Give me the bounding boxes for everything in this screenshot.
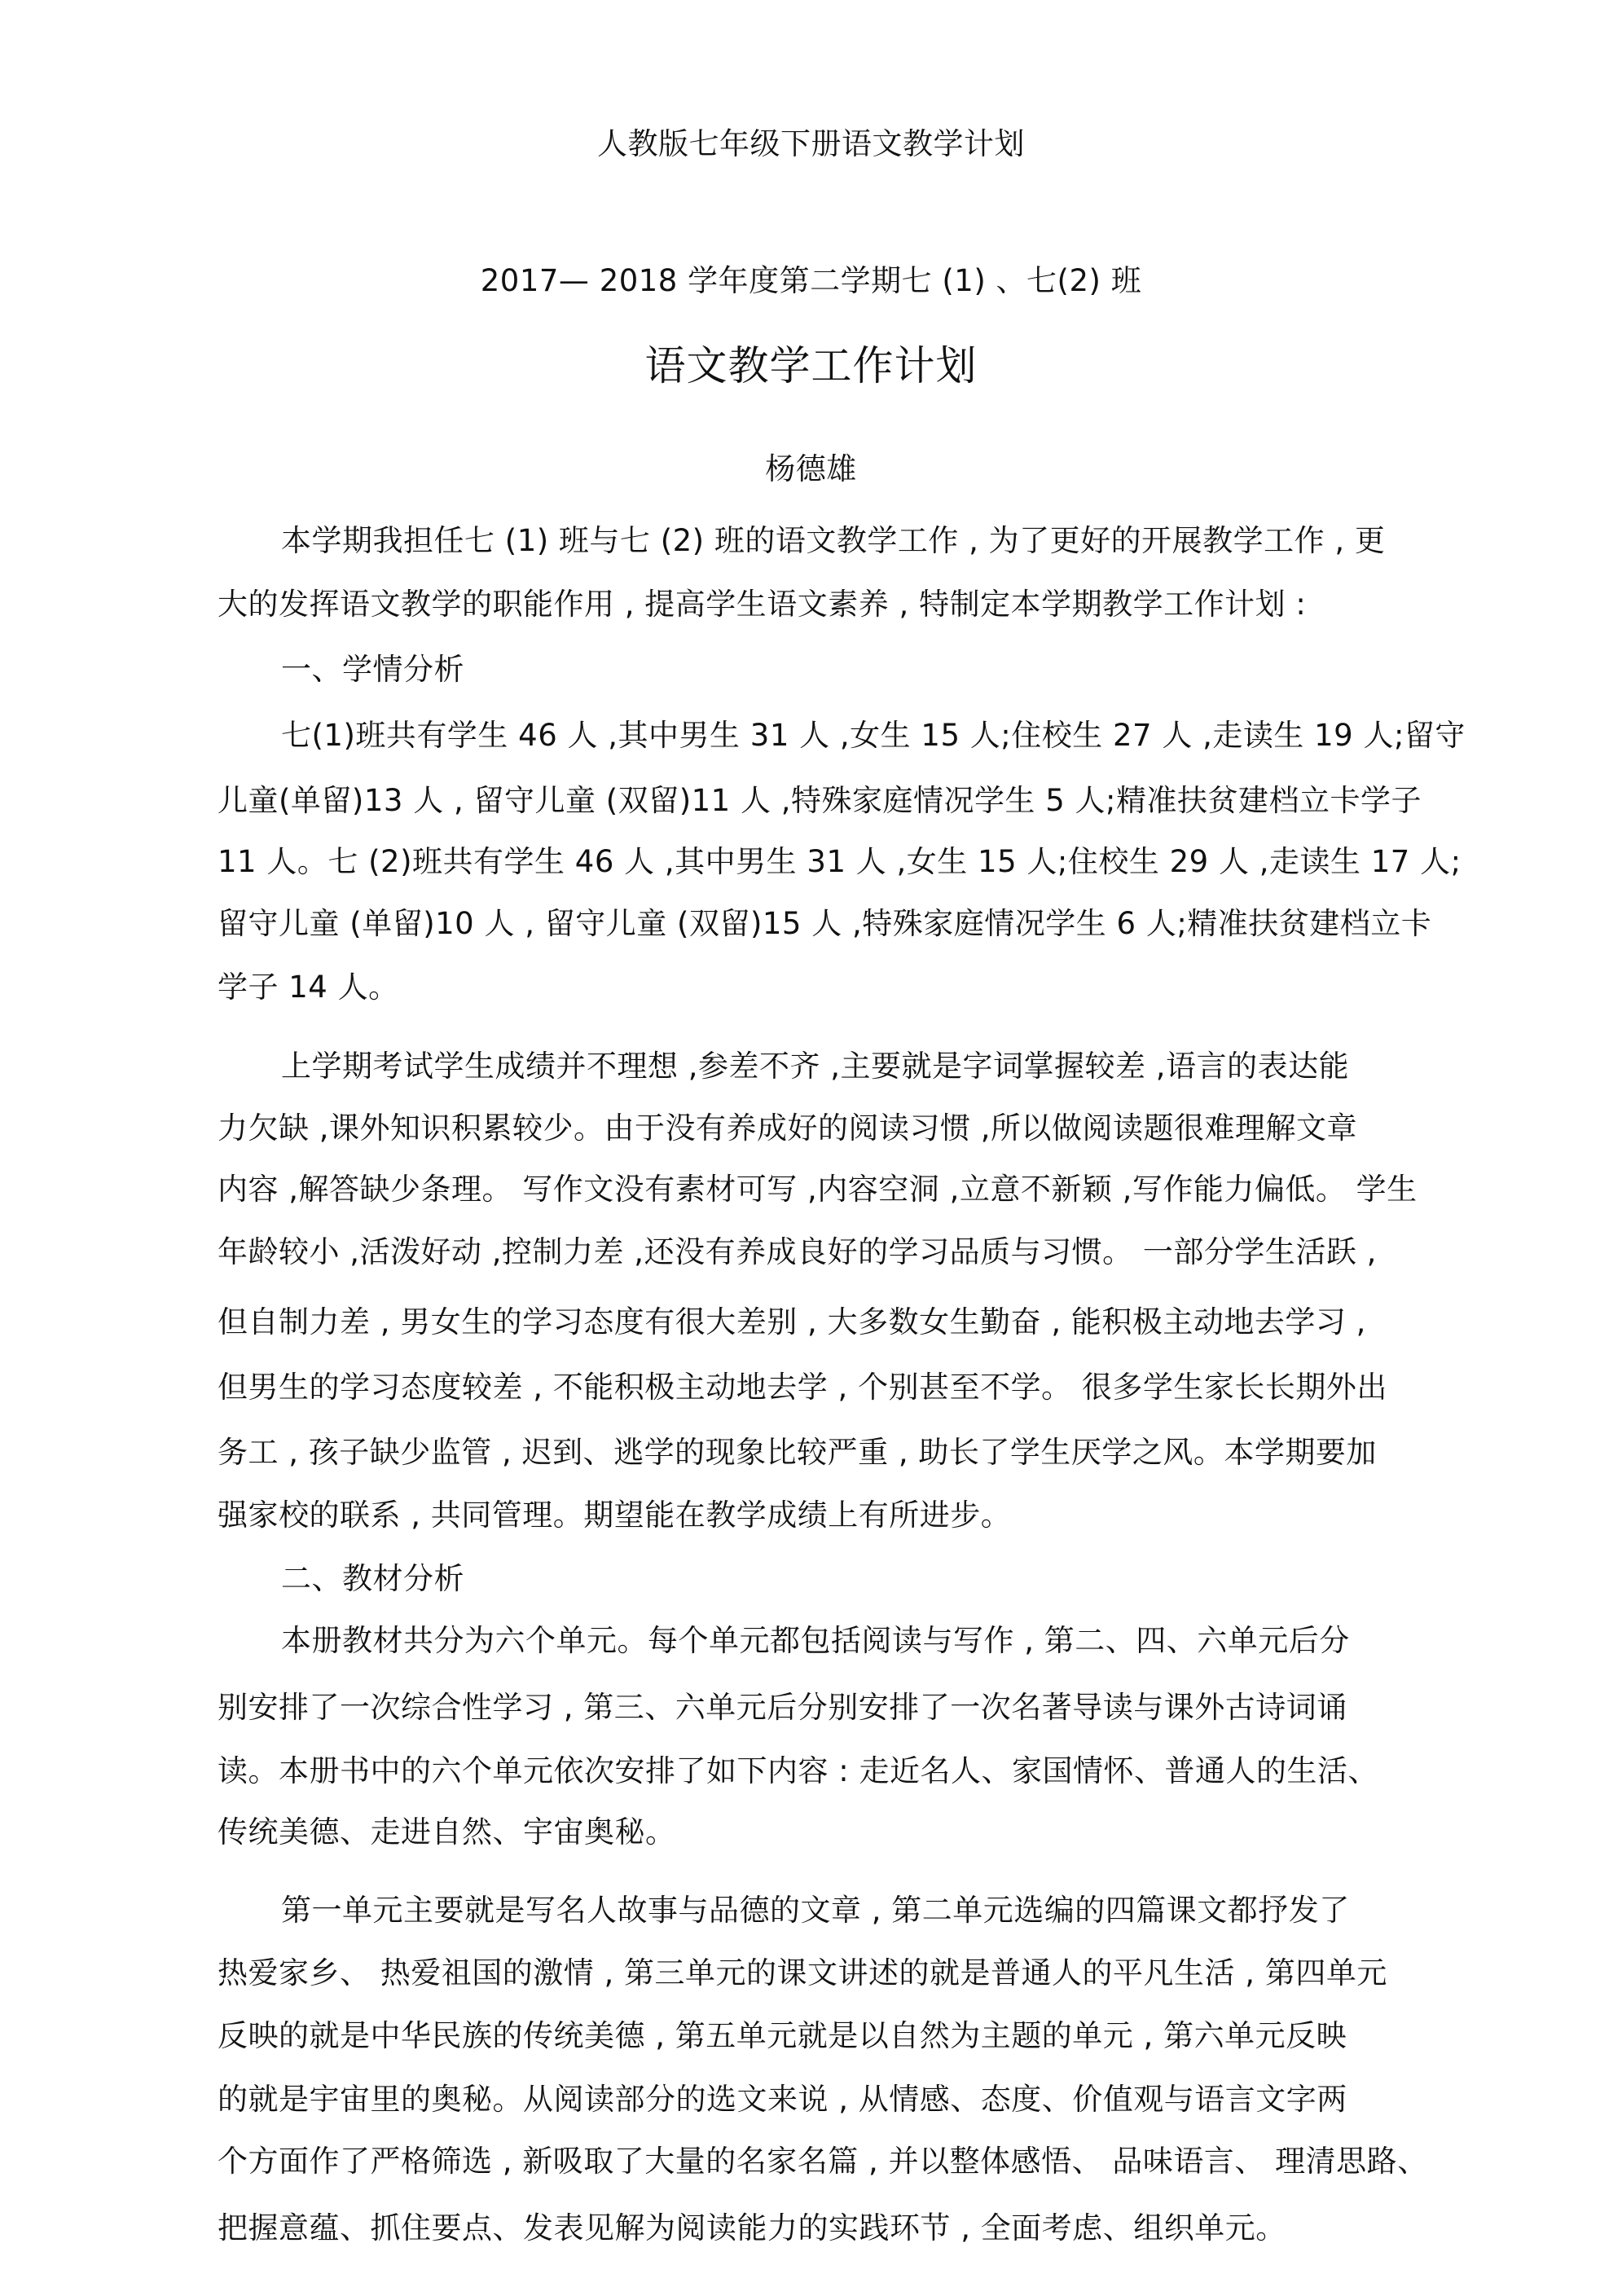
paragraph-line: 强家校的联系 , 共同管理。期望能在教学成绩上有所进步。	[218, 1498, 1012, 1533]
paragraph-line: 别安排了一次综合性学习 , 第三、六单元后分别安排了一次名著导读与课外古诗词诵	[218, 1690, 1347, 1725]
subtitle: 2017— 2018 学年度第二学期七 (1) 、七(2) 班	[480, 263, 1142, 298]
paragraph-line: 本册教材共分为六个单元。每个单元都包括阅读与写作 , 第二、四、六单元后分	[281, 1623, 1350, 1658]
section-heading: 一、学情分析	[281, 652, 464, 687]
paragraph-line: 本学期我担任七 (1) 班与七 (2) 班的语文教学工作 , 为了更好的开展教学工作 , 更	[281, 523, 1386, 558]
paragraph-line: 读。本册书中的六个单元依次安排了如下内容 : 走近名人、家国情怀、普通人的生活、	[218, 1753, 1378, 1788]
paragraph-line: 留守儿童 (单留)10 人 , 留守儿童 (双留)15 人 ,特殊家庭情况学生 6 人;精准扶贫建档立卡	[218, 906, 1432, 941]
paragraph-line: 11 人。七 (2)班共有学生 46 人 ,其中男生 31 人 ,女生 15 人;住校生 29 人 ,走读生 17 人;	[218, 844, 1462, 879]
paragraph-line: 内容 ,解答缺少条理。 写作文没有素材可写 ,内容空洞 ,立意不新颖 ,写作能力偏低。 学生	[218, 1172, 1418, 1207]
paragraph-line: 热爱家乡、 热爱祖国的激情 , 第三单元的课文讲述的就是普通人的平凡生活 , 第四单元	[218, 1955, 1387, 1990]
paragraph-line: 的就是宇宙里的奥秘。从阅读部分的选文来说 , 从情感、态度、价值观与语言文字两	[218, 2082, 1347, 2117]
paragraph-line: 上学期考试学生成绩并不理想 ,参差不齐 ,主要就是字词掌握较差 ,语言的表达能	[281, 1049, 1350, 1084]
paragraph-line: 但男生的学习态度较差 , 不能积极主动地去学 , 个别甚至不学。 很多学生家长长期外出	[218, 1370, 1387, 1405]
section-heading: 二、教材分析	[281, 1561, 464, 1596]
paragraph-line: 力欠缺 ,课外知识积累较少。由于没有养成好的阅读习惯 ,所以做阅读题很难理解文章	[218, 1111, 1358, 1146]
paragraph-line: 七(1)班共有学生 46 人 ,其中男生 31 人 ,女生 15 人;住校生 27 人 ,走读生 19 人;留守	[281, 718, 1466, 753]
paragraph-line: 儿童(单留)13 人 , 留守儿童 (双留)11 人 ,特殊家庭情况学生 5 人;精准扶贫建档立卡学子	[218, 783, 1422, 818]
paragraph-line: 传统美德、走进自然、宇宙奥秘。	[218, 1814, 676, 1850]
paragraph-line: 但自制力差 , 男女生的学习态度有很大差别 , 大多数女生勤奋 , 能积极主动地去学习 ,	[218, 1304, 1366, 1339]
paragraph-line: 务工 , 孩子缺少监管 , 迟到、逃学的现象比较严重 , 助长了学生厌学之风。本学期要加	[218, 1435, 1377, 1470]
paragraph-line: 反映的就是中华民族的传统美德 , 第五单元就是以自然为主题的单元 , 第六单元反映	[218, 2018, 1347, 2053]
paragraph-line: 个方面作了严格筛选 , 新吸取了大量的名家名篇 , 并以整体感悟、 品味语言、 理清思路、	[218, 2144, 1428, 2179]
paragraph-line: 年龄较小 ,活泼好动 ,控制力差 ,还没有养成良好的学习品质与习惯。 一部分学生活跃 ,	[218, 1234, 1377, 1269]
paragraph-line: 学子 14 人。	[218, 970, 399, 1005]
paragraph-line: 大的发挥语文教学的职能作用 , 提高学生语文素养 , 特制定本学期教学工作计划 :	[218, 587, 1307, 622]
paragraph-line: 把握意蕴、抓住要点、发表见解为阅读能力的实践环节 , 全面考虑、组织单元。	[218, 2210, 1286, 2245]
doc-title: 人教版七年级下册语文教学计划	[597, 126, 1025, 161]
main-title: 语文教学工作计划	[644, 342, 978, 389]
paragraph-line: 第一单元主要就是写名人故事与品德的文章 , 第二单元选编的四篇课文都抒发了	[281, 1893, 1350, 1928]
author: 杨德雄	[765, 451, 857, 486]
